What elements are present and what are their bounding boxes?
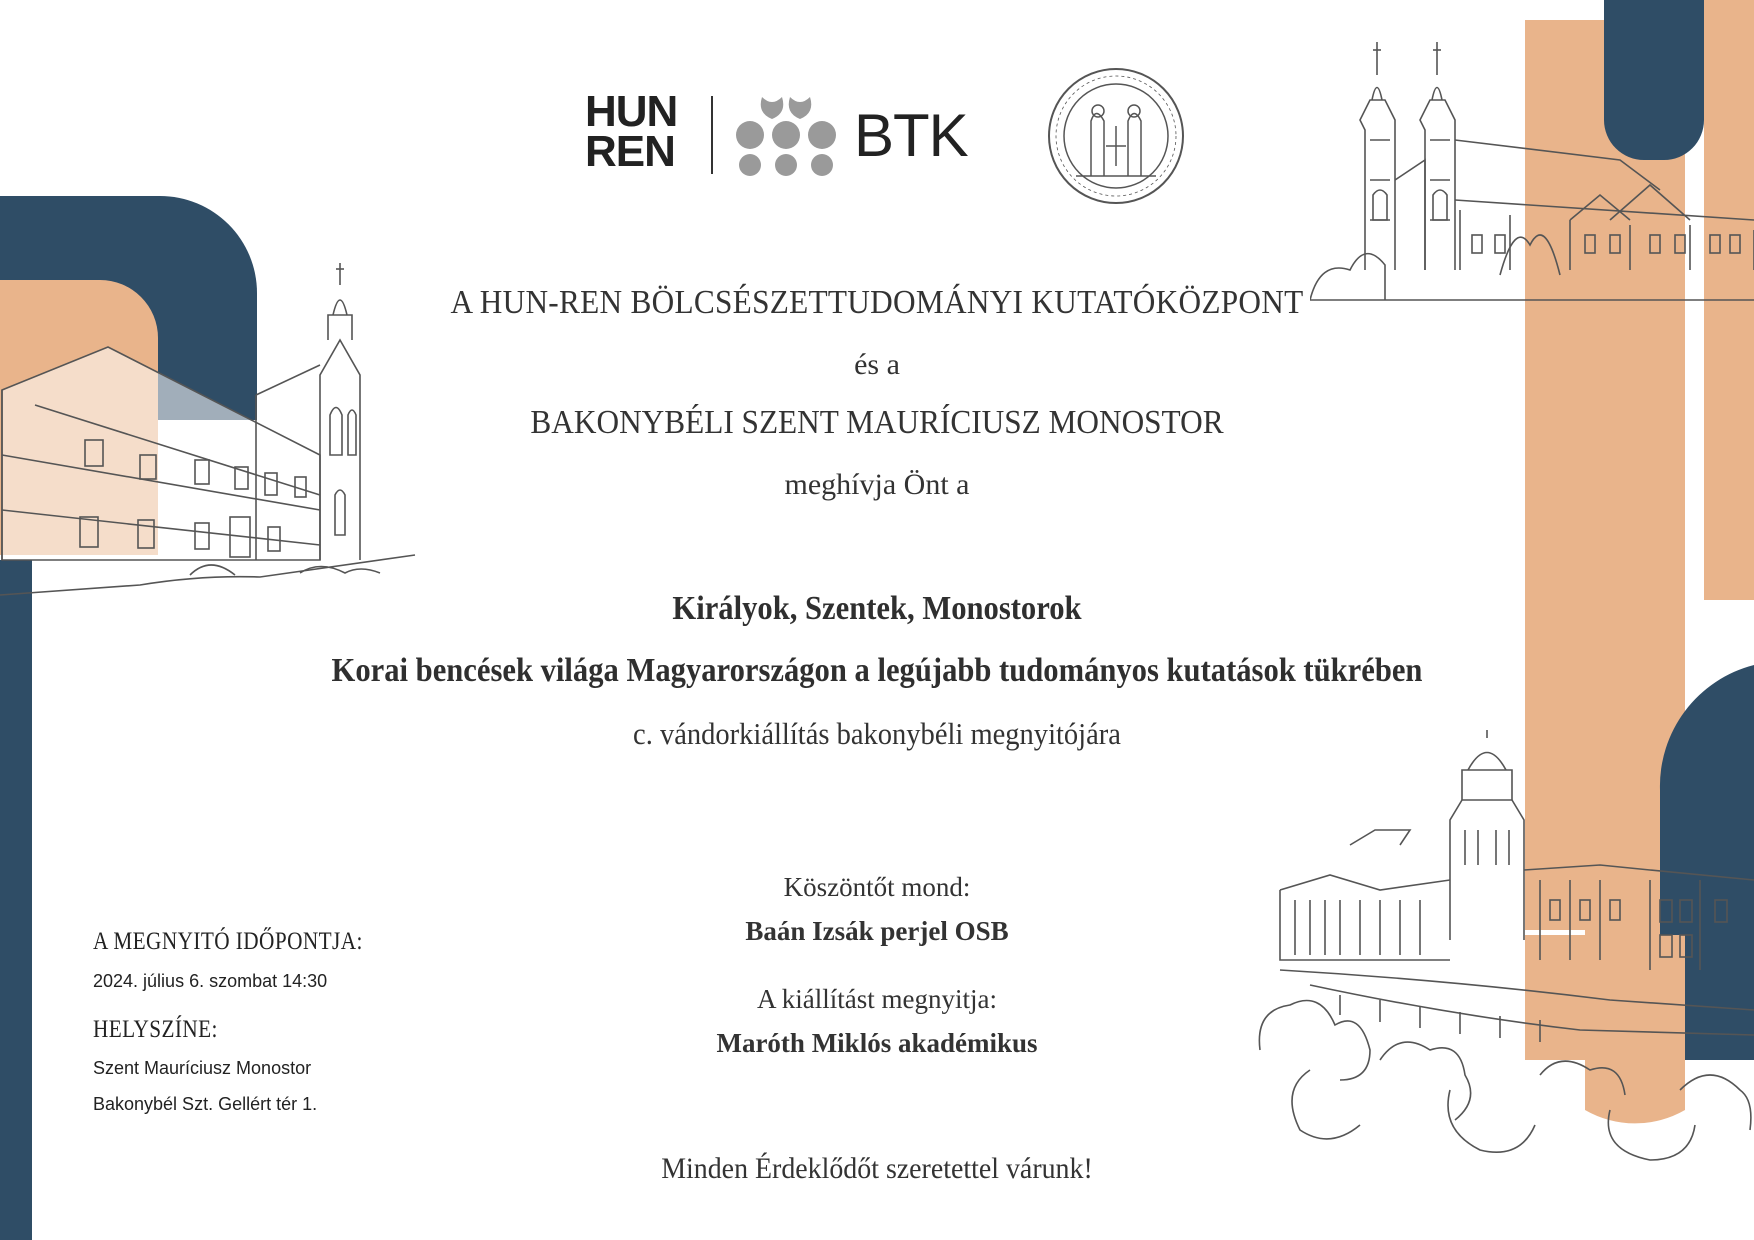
hilltop-abbey-illustration bbox=[1250, 730, 1754, 1180]
greeting-label: Köszöntőt mond: bbox=[783, 872, 971, 902]
institution-line: A HUN-REN BÖLCSÉSZETTUDOMÁNYI KUTATÓKÖZPONT bbox=[450, 284, 1304, 321]
opening-label: A kiállítást megnyitja: bbox=[757, 984, 997, 1014]
hun-ren-logo-line2: REN bbox=[585, 127, 675, 176]
btk-logo-text: BTK bbox=[854, 102, 968, 169]
hun-ren-logo bbox=[585, 87, 678, 176]
hun-ren-logo-line1: HUN bbox=[585, 87, 678, 136]
conjunction-line: és a bbox=[854, 348, 900, 381]
greeting-speaker: Baán Izsák perjel OSB bbox=[745, 916, 1009, 946]
opening-time-value: 2024. július 6. szombat 14:30 bbox=[93, 971, 328, 991]
venue-label: HELYSZÍNE: bbox=[93, 1016, 218, 1043]
btk-dots-icon bbox=[732, 95, 840, 177]
venue-address: Bakonybél Szt. Gellért tér 1. bbox=[93, 1094, 318, 1114]
twin-tower-church-illustration bbox=[1310, 20, 1754, 310]
opening-time-label: A MEGNYITÓ IDŐPONTJA: bbox=[93, 928, 363, 955]
exhibition-title: Királyok, Szentek, Monostorok bbox=[672, 590, 1082, 627]
logo-divider bbox=[711, 96, 713, 174]
opening-speaker: Maróth Miklós akadémikus bbox=[716, 1028, 1038, 1058]
venue-name: Szent Mauríciusz Monostor bbox=[93, 1058, 312, 1078]
closing-message: Minden Érdeklődőt szeretettel várunk! bbox=[661, 1152, 1093, 1185]
exhibition-description: c. vándorkiállítás bakonybéli megnyitójára bbox=[633, 716, 1121, 751]
invites-you-line: meghívja Önt a bbox=[784, 468, 970, 501]
monastery-seal-icon bbox=[1046, 66, 1186, 206]
monastery-line: BAKONYBÉLI SZENT MAURÍCIUSZ MONOSTOR bbox=[530, 404, 1224, 441]
exhibition-subtitle: Korai bencések világa Magyarországon a legújabb tudományos kutatások tükrében bbox=[331, 652, 1423, 689]
